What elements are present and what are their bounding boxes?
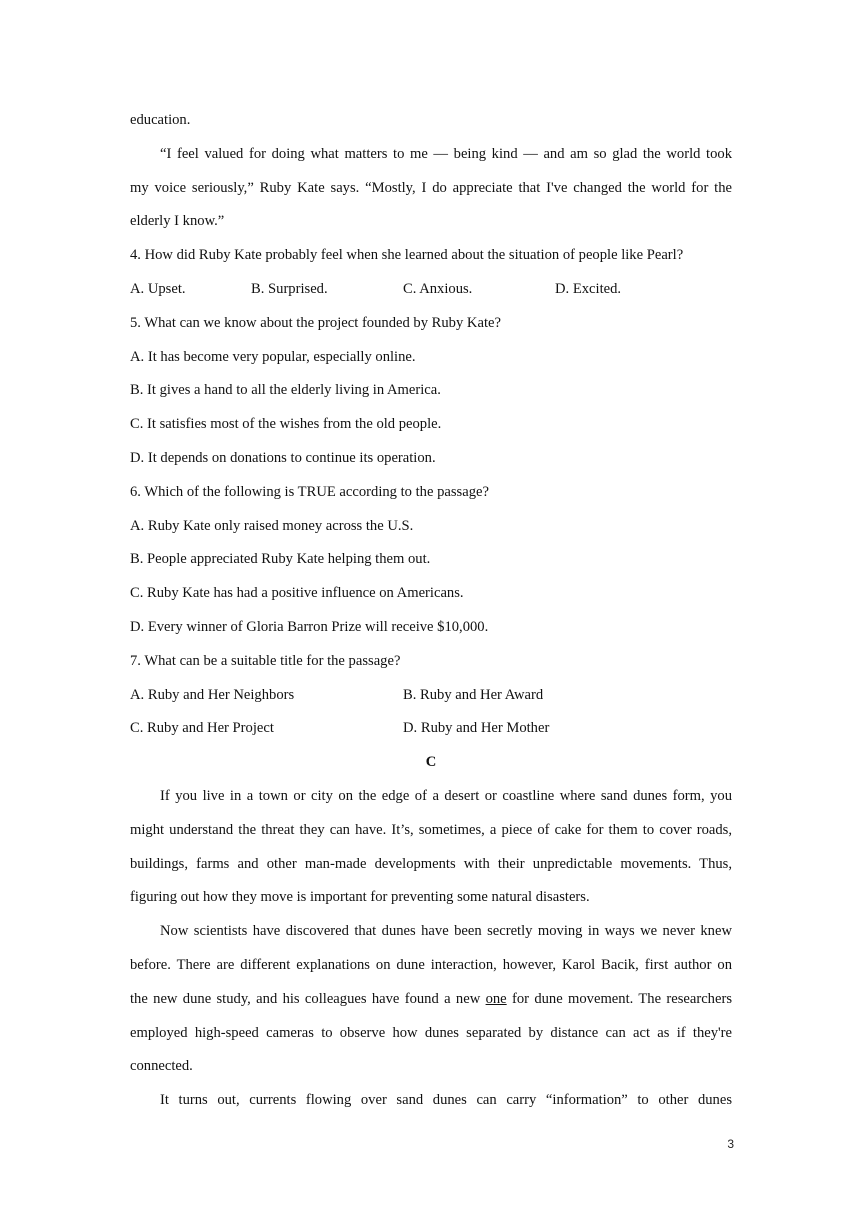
option-d: D. Every winner of Gloria Barron Prize will receive $10,000. bbox=[130, 618, 489, 635]
passage-line bbox=[130, 983, 732, 1017]
passage-line: education. bbox=[130, 112, 191, 128]
underlined-word: one bbox=[485, 990, 507, 1007]
option-d: D. Ruby and Her Mother bbox=[403, 720, 550, 737]
option-c: C. It satisfies most of the wishes from the old people. bbox=[130, 416, 442, 433]
section-heading: C bbox=[425, 754, 437, 771]
question-5-stem: 5. What can we know about the project founded by Ruby Kate? bbox=[130, 314, 501, 331]
quote-line: “I feel valued for doing what matters to me — being kind — and am so glad the world took bbox=[160, 145, 732, 162]
passage-line: employed high-speed cameras to observe how dunes separated by distance can act as if they're bbox=[130, 1024, 732, 1041]
passage-line: If you live in a town or city on the edge of a desert or coastline where sand dunes form, you bbox=[160, 787, 732, 804]
question-7-options-row-2 bbox=[130, 712, 732, 746]
option-c: C. Anxious. bbox=[403, 280, 473, 297]
quote-line: my voice seriously,” Ruby Kate says. “Mostly, I do appreciate that I've changed the world for the bbox=[130, 179, 732, 196]
question-7-stem: 7. What can be a suitable title for the passage? bbox=[130, 652, 401, 669]
option-a: A. Ruby Kate only raised money across the U.S. bbox=[130, 517, 414, 534]
page-number: 3 bbox=[727, 1137, 734, 1151]
text-segment: the new dune study, and his colleagues have found a new bbox=[130, 990, 486, 1007]
passage-line: might understand the threat they can have. It’s, sometimes, a piece of cake for them to cover roads, bbox=[130, 821, 732, 838]
passage-line: It turns out, currents flowing over sand dunes can carry “information” to other dunes bbox=[160, 1092, 732, 1109]
passage-line: before. There are different explanations on dune interaction, however, Karol Bacik, first author on bbox=[130, 956, 732, 973]
option-d: D. It depends on donations to continue its operation. bbox=[130, 449, 436, 466]
option-d: D. Excited. bbox=[555, 280, 622, 297]
option-a: A. It has become very popular, especially online. bbox=[130, 348, 416, 365]
quote-line: elderly I know.” bbox=[130, 213, 225, 230]
option-b: B. Surprised. bbox=[251, 280, 328, 297]
passage-line: connected. bbox=[130, 1058, 193, 1075]
passage-line: buildings, farms and other man-made developments with their unpredictable movements. Thus, bbox=[130, 855, 732, 872]
option-b: B. Ruby and Her Award bbox=[403, 686, 544, 703]
page-content bbox=[130, 104, 732, 1118]
option-b: B. It gives a hand to all the elderly living in America. bbox=[130, 382, 441, 399]
option-c: C. Ruby and Her Project bbox=[130, 720, 274, 737]
option-a: A. Ruby and Her Neighbors bbox=[130, 686, 295, 703]
passage-line: figuring out how they move is important for preventing some natural disasters. bbox=[130, 889, 590, 906]
option-a: A. Upset. bbox=[130, 280, 186, 297]
option-c: C. Ruby Kate has had a positive influence on Americans. bbox=[130, 585, 464, 602]
question-6-stem: 6. Which of the following is TRUE according to the passage? bbox=[130, 483, 489, 500]
question-7-options-row-1 bbox=[130, 679, 732, 713]
option-b: B. People appreciated Ruby Kate helping them out. bbox=[130, 551, 431, 568]
text-segment: for dune movement. The researchers bbox=[506, 990, 732, 1007]
question-4-options bbox=[130, 273, 732, 307]
passage-line: Now scientists have discovered that dunes have been secretly moving in ways we never knew bbox=[160, 923, 732, 940]
question-4-stem: 4. How did Ruby Kate probably feel when she learned about the situation of people like Pearl? bbox=[130, 247, 684, 264]
